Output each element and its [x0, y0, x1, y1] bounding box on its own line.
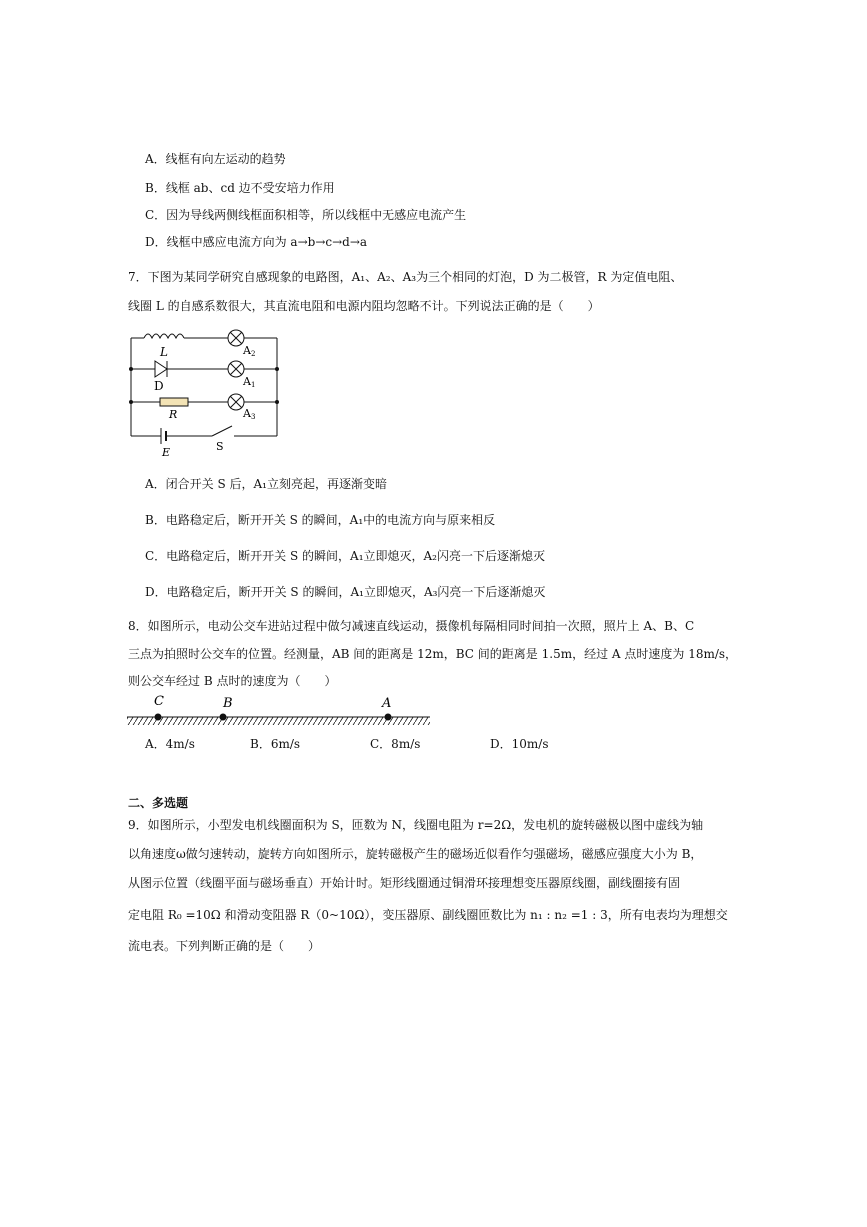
label-a3-sub: 3 — [251, 413, 256, 421]
point-b — [220, 714, 227, 721]
q8-option-d: D．10m/s — [490, 737, 549, 751]
label-l: L — [160, 345, 168, 359]
q9-stem-line2: 以角速度ω做匀速转动，旋转方向如图所示，旋转磁极产生的磁场近似看作匀强磁场，磁感应强度大小为 B， — [128, 847, 703, 861]
q7-circuit-diagram — [120, 320, 290, 460]
label-s: S — [216, 440, 224, 453]
q8-stem-line2: 三点为拍照时公交车的位置。经测量，AB 间的距离是 12m，BC 间的距离是 1.5m，经过 A 点时速度为 18m/s， — [128, 647, 738, 661]
q6-option-a: A．线框有向左运动的趋势 — [145, 152, 286, 166]
label-point-c: C — [154, 694, 164, 709]
point-a — [385, 714, 392, 721]
q7-option-c: C．电路稳定后，断开开关 S 的瞬间，A₁立即熄灭，A₂闪亮一下后逐渐熄灭 — [145, 549, 545, 563]
q6-option-b: B．线框 ab、cd 边不受安培力作用 — [145, 181, 335, 195]
section-title-multiple-choice: 二、多选题 — [128, 796, 189, 810]
q7-option-b: B．电路稳定后，断开开关 S 的瞬间，A₁中的电流方向与原来相反 — [145, 513, 496, 527]
q8-stem-line1: 8．如图所示，电动公交车进站过程中做匀减速直线运动，摄像机每隔相同时间拍一次照，照片上 A、B、C — [128, 619, 695, 633]
q8-option-a: A．4m/s — [145, 737, 195, 751]
label-a1-sub: 1 — [251, 381, 256, 389]
q6-option-d: D．线框中感应电流方向为 a→b→c→d→a — [145, 235, 368, 249]
label-a3: A — [243, 407, 251, 420]
q7-option-a: A．闭合开关 S 后，A₁立刻亮起，再逐渐变暗 — [145, 477, 387, 491]
label-point-b: B — [223, 696, 233, 711]
q9-stem-line5: 流电表。下列判断正确的是（ ） — [128, 939, 321, 953]
label-e: E — [162, 446, 171, 459]
q8-road-diagram — [125, 690, 435, 730]
label-d: D — [154, 379, 164, 393]
q9-stem-line1: 9．如图所示，小型发电机线圈面积为 S，匝数为 N，线圈电阻为 r=2Ω，发电机的旋转磁极以图中虚线为轴 — [128, 818, 704, 832]
label-a1: A — [243, 375, 251, 388]
q9-stem-line3: 从图示位置（线圈平面与磁场垂直）开始计时。矩形线圈通过铜滑环接理想变压器原线圈，副线圈接有固 — [128, 876, 681, 890]
label-point-a: A — [382, 696, 392, 711]
q7-stem-line1: 7．下图为某同学研究自感现象的电路图，A₁、A₂、A₃为三个相同的灯泡，D 为二极管，R 为定值电阻、 — [128, 270, 683, 284]
q8-option-b: B．6m/s — [250, 737, 301, 751]
q6-option-c: C．因为导线两侧线框面积相等，所以线框中无感应电流产生 — [145, 208, 467, 222]
q7-option-d: D．电路稳定后，断开开关 S 的瞬间，A₁立即熄灭，A₃闪亮一下后逐渐熄灭 — [145, 585, 546, 599]
q8-stem-line3: 则公交车经过 B 点时的速度为（ ） — [128, 674, 337, 688]
label-a2: A — [243, 344, 251, 357]
q8-option-c: C．8m/s — [370, 737, 421, 751]
point-c — [155, 714, 162, 721]
q7-stem-line2: 线圈 L 的自感系数很大，其直流电阻和电源内阻均忽略不计。下列说法正确的是（ ） — [128, 299, 600, 313]
label-a2-sub: 2 — [251, 350, 256, 358]
q9-stem-line4: 定电阻 R₀ =10Ω 和滑动变阻器 R（0~10Ω），变压器原、副线圈匝数比为 n₁ : n₂ =1 : 3，所有电表均为理想交 — [128, 908, 728, 922]
label-r: R — [169, 408, 178, 421]
